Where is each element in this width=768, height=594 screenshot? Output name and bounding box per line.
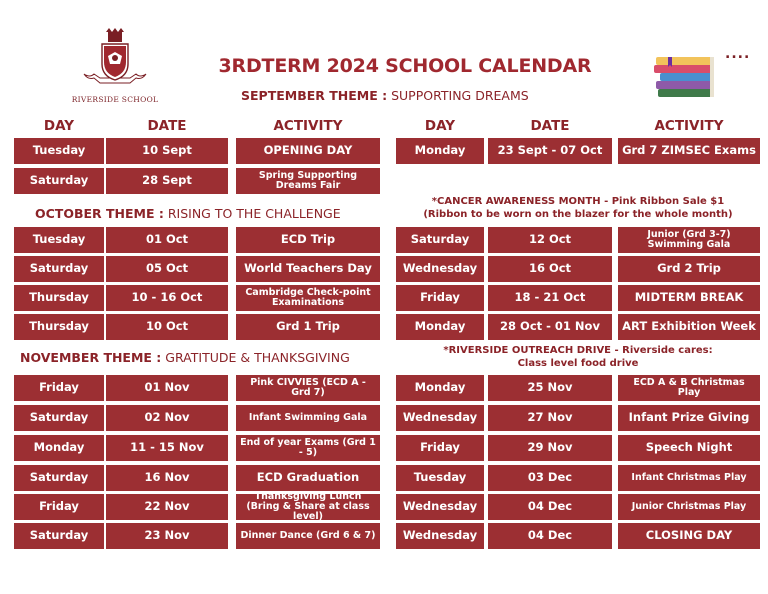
- left-row-1-day: Tuesday: [14, 138, 104, 164]
- left-row-2-day: Saturday: [14, 168, 104, 194]
- left-row-3-activity: ECD Trip: [236, 227, 380, 253]
- page-title: 3RDTERM 2024 SCHOOL CALENDAR: [218, 55, 592, 77]
- left-row-8-date: 02 Nov: [106, 405, 228, 431]
- cancer-awareness-note: *CANCER AWARENESS MONTH - Pink Ribbon Sale $1 (Ribbon to be worn on the blazer for the whole month): [423, 196, 733, 220]
- right-row-1-activity: Grd 7 ZIMSEC Exams: [618, 138, 760, 164]
- september-theme: SEPTEMBER THEME : SUPPORTING DREAMS: [241, 88, 529, 103]
- left-row-2-activity: Spring Supporting Dreams Fair: [236, 168, 380, 194]
- right-row-1-day: Monday: [396, 138, 484, 164]
- right-row-7-activity: Infant Prize Giving: [618, 405, 760, 431]
- left-row-8-day: Saturday: [14, 405, 104, 431]
- right-header-activity: ACTIVITY: [654, 118, 724, 134]
- right-row-9-day: Tuesday: [396, 465, 484, 491]
- left-row-7-date: 01 Nov: [106, 375, 228, 401]
- left-row-9-activity: End of year Exams (Grd 1 - 5): [236, 435, 380, 461]
- right-row-11-date: 04 Dec: [488, 523, 612, 549]
- left-row-1-date: 10 Sept: [106, 138, 228, 164]
- left-row-4-day: Saturday: [14, 256, 104, 282]
- right-row-5-activity: ART Exhibition Week: [618, 314, 760, 340]
- right-row-7-date: 27 Nov: [488, 405, 612, 431]
- right-row-3-activity: Grd 2 Trip: [618, 256, 760, 282]
- right-row-2-date: 12 Oct: [488, 227, 612, 253]
- right-row-6-day: Monday: [396, 375, 484, 401]
- right-row-11-activity: CLOSING DAY: [618, 523, 760, 549]
- right-row-8-day: Friday: [396, 435, 484, 461]
- right-row-10-activity: Junior Christmas Play: [618, 494, 760, 520]
- right-row-10-date: 04 Dec: [488, 494, 612, 520]
- november-theme: NOVEMBER THEME : GRATITUDE & THANKSGIVING: [20, 350, 350, 365]
- right-row-9-date: 03 Dec: [488, 465, 612, 491]
- right-row-2-activity: Junior (Grd 3-7) Swimming Gala: [618, 227, 760, 253]
- right-row-4-activity: MIDTERM BREAK: [618, 285, 760, 311]
- left-row-4-activity: World Teachers Day: [236, 256, 380, 282]
- left-row-12-date: 23 Nov: [106, 523, 228, 549]
- right-row-3-day: Wednesday: [396, 256, 484, 282]
- school-logo: [70, 28, 160, 110]
- left-row-6-date: 10 Oct: [106, 314, 228, 340]
- right-row-1-date: 23 Sept - 07 Oct: [488, 138, 612, 164]
- left-row-3-day: Tuesday: [14, 227, 104, 253]
- left-header-activity: ACTIVITY: [273, 118, 343, 134]
- right-row-4-day: Friday: [396, 285, 484, 311]
- right-header-date: DATE: [530, 118, 570, 134]
- left-row-12-activity: Dinner Dance (Grd 6 & 7): [236, 523, 380, 549]
- left-row-5-date: 10 - 16 Oct: [106, 285, 228, 311]
- left-row-2-date: 28 Sept: [106, 168, 228, 194]
- school-name: RIVERSIDE SCHOOL: [71, 95, 159, 104]
- right-row-8-date: 29 Nov: [488, 435, 612, 461]
- right-row-8-activity: Speech Night: [618, 435, 760, 461]
- books-icon: [650, 45, 720, 105]
- outreach-drive-note: *RIVERSIDE OUTREACH DRIVE - Riverside cares: Class level food drive: [443, 345, 713, 369]
- october-theme: OCTOBER THEME : RISING TO THE CHALLENGE: [35, 206, 341, 221]
- right-header-day: DAY: [424, 118, 456, 134]
- right-row-5-date: 28 Oct - 01 Nov: [488, 314, 612, 340]
- left-row-10-activity: ECD Graduation: [236, 465, 380, 491]
- left-row-10-date: 16 Nov: [106, 465, 228, 491]
- left-row-9-day: Monday: [14, 435, 104, 461]
- left-row-1-activity: OPENING DAY: [236, 138, 380, 164]
- right-row-5-day: Monday: [396, 314, 484, 340]
- right-row-2-day: Saturday: [396, 227, 484, 253]
- left-row-8-activity: Infant Swimming Gala: [236, 405, 380, 431]
- left-row-5-activity: Cambridge Check-point Examinations: [236, 285, 380, 311]
- left-row-6-day: Thursday: [14, 314, 104, 340]
- crest-icon: [80, 28, 150, 94]
- right-row-3-date: 16 Oct: [488, 256, 612, 282]
- left-row-6-activity: Grd 1 Trip: [236, 314, 380, 340]
- left-row-7-day: Friday: [14, 375, 104, 401]
- left-row-11-activity: Thanksgiving Lunch (Bring & Share at class level): [236, 494, 380, 520]
- left-row-11-day: Friday: [14, 494, 104, 520]
- left-row-12-day: Saturday: [14, 523, 104, 549]
- left-row-9-date: 11 - 15 Nov: [106, 435, 228, 461]
- right-row-9-activity: Infant Christmas Play: [618, 465, 760, 491]
- right-row-11-day: Wednesday: [396, 523, 484, 549]
- left-row-4-date: 05 Oct: [106, 256, 228, 282]
- left-header-date: DATE: [147, 118, 187, 134]
- right-row-4-date: 18 - 21 Oct: [488, 285, 612, 311]
- left-row-5-day: Thursday: [14, 285, 104, 311]
- right-row-10-day: Wednesday: [396, 494, 484, 520]
- right-row-6-activity: ECD A & B Christmas Play: [618, 375, 760, 401]
- right-row-7-day: Wednesday: [396, 405, 484, 431]
- right-row-6-date: 25 Nov: [488, 375, 612, 401]
- left-row-10-day: Saturday: [14, 465, 104, 491]
- left-row-3-date: 01 Oct: [106, 227, 228, 253]
- left-row-11-date: 22 Nov: [106, 494, 228, 520]
- more-icon: ....: [725, 46, 751, 62]
- left-header-day: DAY: [43, 118, 75, 134]
- left-row-7-activity: Pink CIVVIES (ECD A - Grd 7): [236, 375, 380, 401]
